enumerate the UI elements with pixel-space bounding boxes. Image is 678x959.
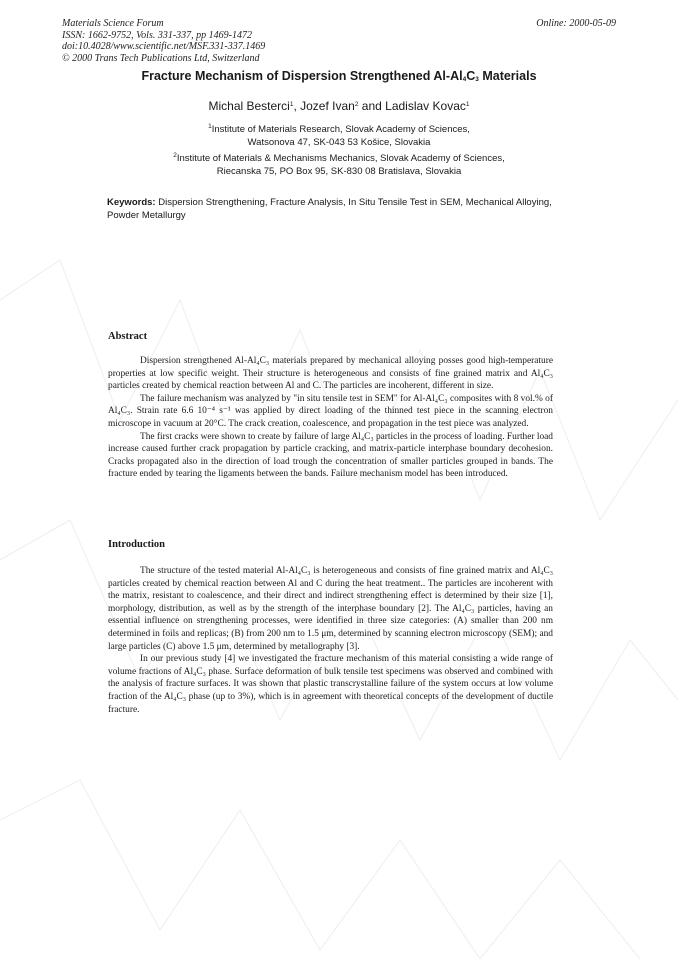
author-list bbox=[0, 99, 678, 113]
journal-name: Materials Science Forum bbox=[62, 18, 164, 29]
title-text-end: Materials bbox=[478, 69, 537, 83]
author-sup: 1 bbox=[465, 101, 470, 108]
abstract-paragraph: The first cracks were shown to create by failure of large Al₄C₃ particles in the process of loading. Further load increase caused further crack propagation by particle cracking, and matrix-particle interphase boundary decohesion. Cracks propagated also in the direction of load trough the concentration of smaller particles grouped in bands. The fracture ended by tearing the ligaments between the bands. Failure mechanism model has been introduced. bbox=[108, 431, 553, 480]
introduction-paragraph: The structure of the tested material Al-Al₄C₃ is heterogeneous and consists of fine grained matrix and Al₄C₃ particles created by chemical reaction between Al and C during the heat treatment.. The particles are incoherent with the matrix, resistant to coalescence, and their direct and indirect strengthening effect is determined by their size [1], morphology, distribution, as well as by the strength of the interphase boundary [2]. The Al₄C₃ particles, having an essential influence on strengthening processes, were identified in three size categories: (A) smaller than 200 nm determined in foils and replicas; (B) from 200 nm to 1.5 μm, determined by scanning electron microscopy (SEM); and large particles (C) above 1.5 μm, determined by metallography [3]. bbox=[108, 566, 553, 652]
copyright-line: © 2000 Trans Tech Publications Ltd, Switzerland bbox=[62, 52, 260, 64]
introduction-body bbox=[108, 565, 553, 716]
doi-link[interactable]: doi:10.4028/www.scientific.net/MSF.331-337.1469 bbox=[62, 41, 266, 52]
keywords bbox=[107, 196, 562, 222]
affiliation-2 bbox=[0, 152, 678, 178]
paper-title bbox=[0, 69, 678, 83]
author-kovac: and Ladislav Kovac bbox=[358, 99, 466, 113]
affiliation-line: Institute of Materials Research, Slovak Academy of Sciences, bbox=[211, 124, 470, 135]
title-sub-4: 4 bbox=[462, 76, 467, 83]
affiliation-sup: 1 bbox=[208, 123, 212, 130]
abstract-paragraph: Dispersion strengthened Al-Al₄C₃ materials prepared by mechanical alloying posses good high-temperature properties at low specific weight. Their structure is heterogeneous and consists of fine grained matrix and Al₄C₃ particles created by chemical reaction between Al and C. The particles are incoherent, different in size. bbox=[108, 356, 553, 392]
title-sub-3: 3 bbox=[475, 76, 479, 83]
abstract-heading: Abstract bbox=[108, 331, 148, 342]
introduction-heading: Introduction bbox=[108, 539, 165, 550]
keywords-label: Keywords: bbox=[107, 197, 156, 208]
affiliation-line: Watsonova 47, SK-043 53 Košice, Slovakia bbox=[247, 137, 431, 148]
keywords-text: Dispersion Strengthening, Fracture Analysis, In Situ Tensile Test in SEM, Mechanical Alloying, Powder Metallurgy bbox=[107, 197, 552, 221]
online-date: Online: 2000-05-09 bbox=[536, 18, 616, 29]
affiliation-1 bbox=[0, 123, 678, 149]
affiliation-line: Institute of Materials & Mechanisms Mechanics, Slovak Academy of Sciences, bbox=[176, 153, 505, 164]
author-besterci: Michal Besterci bbox=[208, 99, 290, 113]
abstract-paragraph: The failure mechanism was analyzed by "in situ tensile test in SEM" for Al-Al₄C₃ composites with 8 vol.% of Al₄C₃. Strain rate 6.6 10⁻⁴ s⁻¹ was applied by direct loading of the thinned test piece in the scanning electron microscope in vacuum at 20°C. The crack creation, coalescence, and propagation in the test piece was analyzed. bbox=[108, 393, 553, 429]
title-text-c: C bbox=[466, 69, 476, 83]
author-ivan: , Jozef Ivan bbox=[293, 99, 355, 113]
title-text: Fracture Mechanism of Dispersion Strengthened Al-Al bbox=[141, 69, 463, 83]
author-sup: 2 bbox=[354, 101, 359, 108]
introduction-paragraph: In our previous study [4] we investigated the fracture mechanism of this material consisting a wide range of volume fractions of Al₄C₃ phase. Surface deformation of bulk tensile test specimens was observed and combined with the analysis of fracture surfaces. It was shown that plastic transcrystalline failure of the system occurs at low volume fraction of the Al₄C₃ phase (up to 3%), which is in agreement with theoretical concepts of the development of ductile fracture. bbox=[108, 654, 553, 715]
author-sup: 1 bbox=[289, 101, 294, 108]
abstract-body bbox=[108, 355, 553, 481]
journal-header bbox=[62, 18, 265, 64]
affiliation-sup: 2 bbox=[173, 152, 177, 159]
issn-line: ISSN: 1662-9752, Vols. 331-337, pp 1469-1472 bbox=[62, 29, 252, 41]
affiliation-line: Riecanska 75, PO Box 95, SK-830 08 Bratislava, Slovakia bbox=[216, 166, 462, 177]
